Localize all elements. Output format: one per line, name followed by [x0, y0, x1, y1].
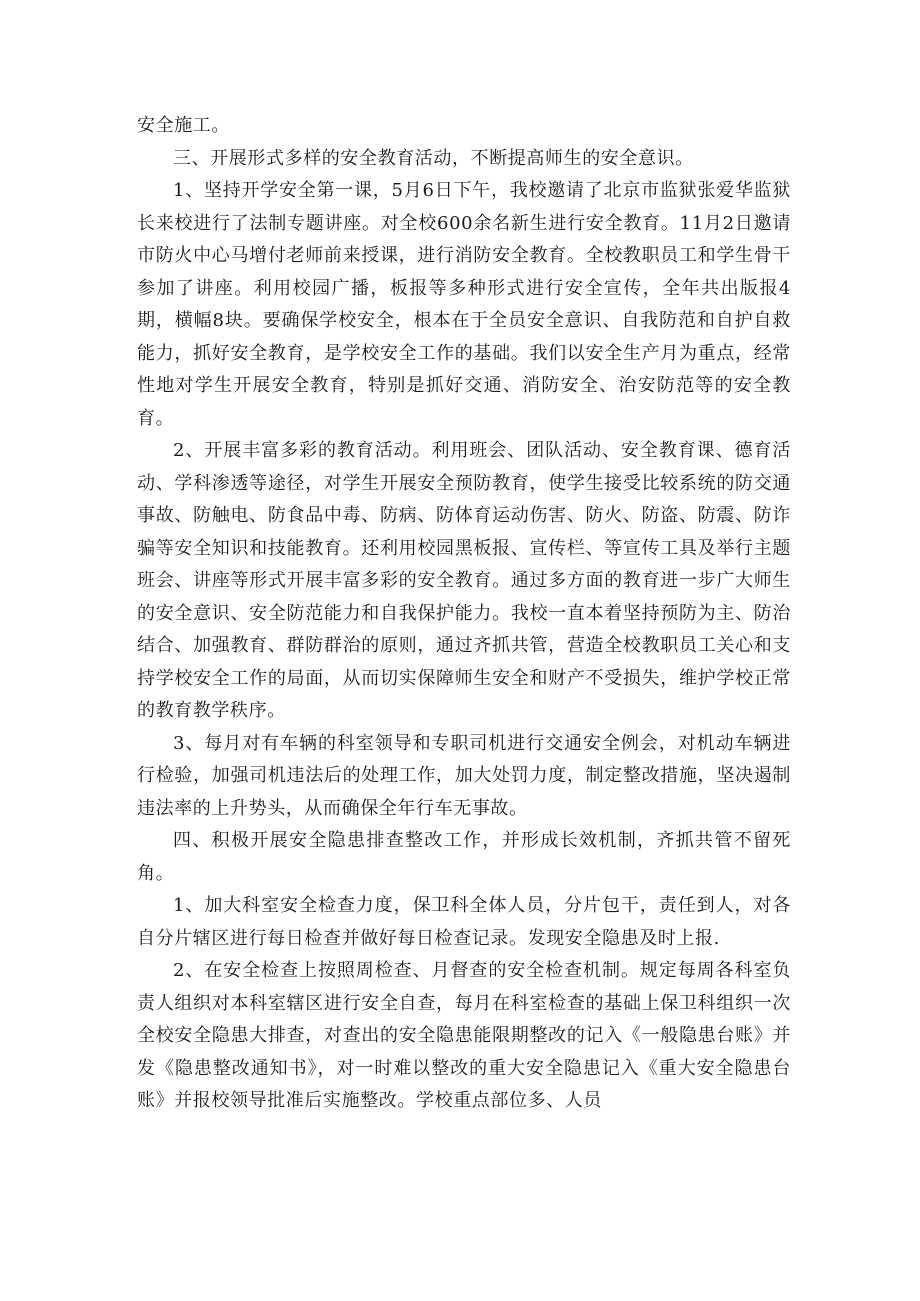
section-heading-3: 三、开展形式多样的安全教育活动，不断提高师生的安全意识。 [173, 147, 694, 169]
paragraph-4-2: 2、在安全检查上按照周检查、月督查的安全检查机制。规定每周各科室负责人组织对本科室辖区进行安全自查，每月在科室检查的基础上保卫科组织一次全校安全隐患大排查，对查出的安全隐患能限期整改的记入《一般隐患台账》并发《隐患整改通知书》，对一时难以整改的重大安全隐患记入《重大安全隐患台账》并报校领导批准后实施整改。学校重点部位多、人员 [137, 960, 791, 1111]
section-heading-4: 四、积极开展安全隐患排查整改工作，并形成长效机制，齐抓共管不留死角。 [137, 830, 791, 884]
document-body [137, 110, 791, 1118]
paragraph-3-2: 2、开展丰富多彩的教育活动。利用班会、团队活动、安全教育课、德育活动、学科渗透等途径，对学生开展安全预防教育，使学生接受比较系统的防交通事故、防触电、防食品中毒、防病、防体育运动伤害、防火、防盗、防震、防诈骗等安全知识和技能教育。还利用校园黑板报、宣传栏、等宣传工具及举行主题班会、讲座等形式开展丰富多彩的安全教育。通过多方面的教育进一步广大师生的安全意识、安全防范能力和自我保护能力。我校一直本着坚持预防为主、防治结合、加强教育、群防群治的原则，通过齐抓共管，营造全校教职员工关心和支持学校安全工作的局面，从而切实保障师生安全和财产不受损失，维护学校正常的教育教学秩序。 [137, 440, 791, 721]
paragraph-4-1: 1、加大科室安全检查力度，保卫科全体人员，分片包干，责任到人，对各自分片辖区进行每日检查并做好每日检查记录。发现安全隐患及时上报. [137, 895, 791, 949]
paragraph-3-1: 1、坚持开学安全第一课，5月6日下午，我校邀请了北京市监狱张爱华监狱长来校进行了法制专题讲座。对全校600余名新生进行安全教育。11月2日邀请市防火中心马增付老师前来授课，进行消防安全教育。全校教职员工和学生骨干参加了讲座。利用校园广播，板报等多种形式进行安全宣传，全年共出版报4期，横幅8块。要确保学校安全，根本在于全员安全意识、自我防范和自护自救能力，抓好安全教育，是学校安全工作的基础。我们以安全生产月为重点，经常性地对学生开展安全教育，特别是抓好交通、消防安全、治安防范等的安全教育。 [137, 180, 791, 429]
paragraph-3-3: 3、每月对有车辆的科室领导和专职司机进行交通安全例会，对机动车辆进行检验，加强司机违法后的处理工作，加大处罚力度，制定整改措施，坚决遏制违法率的上升势头，从而确保全年行车无事故。 [137, 732, 791, 819]
paragraph-continuation: 安全施工。 [137, 115, 230, 136]
